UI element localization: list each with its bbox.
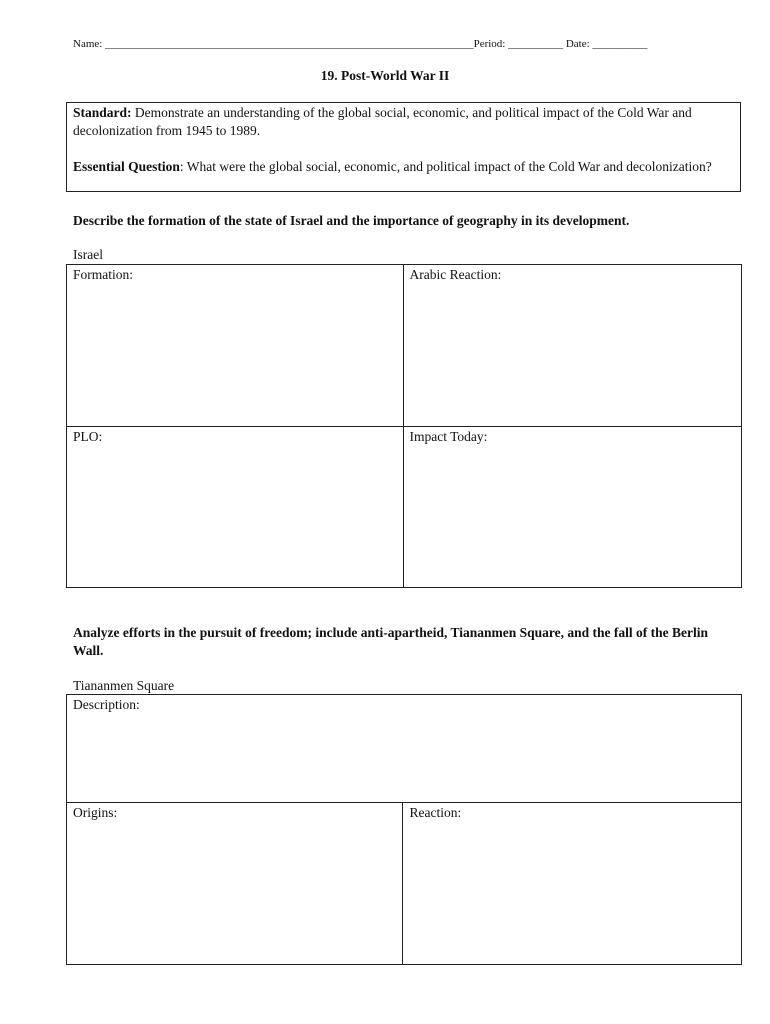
plo-cell[interactable]: [67, 427, 404, 588]
essential-question-label: Essential Question: [73, 159, 180, 174]
israel-caption: Israel: [73, 247, 103, 262]
origins-cell[interactable]: [67, 803, 403, 965]
impact-today-label: Impact Today:: [409, 429, 488, 444]
formation-label: Formation:: [73, 267, 133, 282]
impact-today-cell[interactable]: [403, 427, 742, 588]
page-title: 19. Post-World War II: [320, 68, 450, 83]
standard-text: Demonstrate an understanding of the global social, economic, and political impact of the Cold War and decolonization from 1945 to 1989.: [73, 105, 692, 138]
plo-label: PLO:: [73, 429, 103, 444]
israel-prompt: Describe the formation of the state of Israel and the importance of geography in its development.: [73, 213, 630, 228]
description-label: Description:: [73, 697, 140, 712]
arabic-reaction-cell[interactable]: [403, 265, 742, 427]
tiananmen-caption: Tiananmen Square: [73, 678, 175, 693]
reaction-label: Reaction:: [409, 805, 462, 820]
israel-table: [66, 264, 742, 588]
description-cell[interactable]: [67, 695, 742, 803]
formation-cell[interactable]: [67, 265, 404, 427]
origins-label: Origins:: [73, 805, 118, 820]
standard-paragraph: [73, 104, 732, 140]
standard-label: Standard:: [73, 105, 132, 120]
name-period-date-line: Name: ___________________________________________________________________Period: __________ Date: __________: [73, 38, 648, 50]
essential-question-paragraph: [73, 158, 732, 176]
standard-box: [66, 102, 741, 192]
tiananmen-table: [66, 694, 742, 965]
freedom-prompt: Analyze efforts in the pursuit of freedom; include anti-apartheid, Tiananmen Square, and the fall of the Berlin Wall.: [73, 625, 709, 658]
essential-question-text: : What were the global social, economic, and political impact of the Cold War and decolonization?: [179, 159, 712, 174]
arabic-reaction-label: Arabic Reaction:: [409, 267, 502, 282]
reaction-cell[interactable]: [403, 803, 742, 965]
